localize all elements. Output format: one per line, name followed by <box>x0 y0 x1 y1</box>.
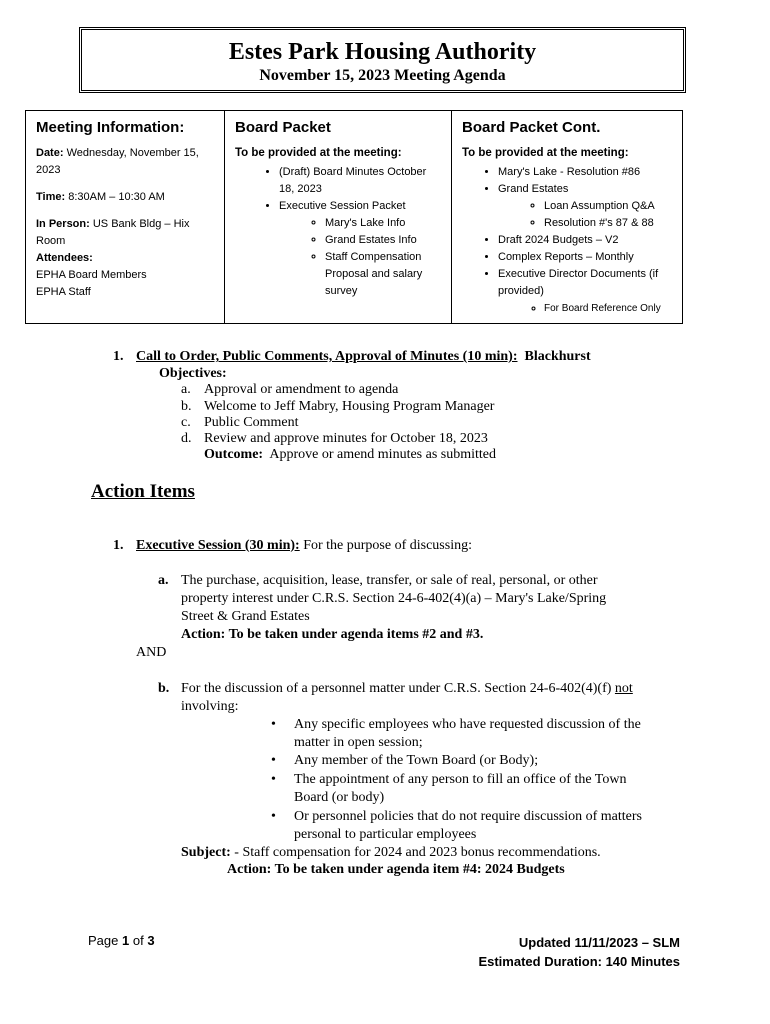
action1-a-mark: a. <box>158 573 169 588</box>
and-connector: AND <box>136 645 167 660</box>
place-value: US Bank Bldg – Hix Room <box>36 218 190 247</box>
item1-b: Welcome to Jeff Mabry, Housing Program Manager <box>204 399 495 414</box>
action1-title: Executive Session (30 min): <box>136 538 300 553</box>
action1-number: 1. <box>113 538 124 553</box>
page-current: 1 <box>122 933 130 948</box>
item1-heading-line <box>136 349 591 366</box>
item1-c: Public Comment <box>204 415 299 430</box>
list-item-label: Grand Estates <box>498 183 569 195</box>
outcome-line <box>204 447 496 464</box>
board-packet-subheading: To be provided at the meeting: <box>235 147 402 159</box>
list-item-label: Executive Session Packet <box>279 200 406 212</box>
time-label: Time: <box>36 191 66 203</box>
meeting-subtitle: November 15, 2023 Meeting Agenda <box>259 67 506 84</box>
date-label: Date: <box>36 147 64 159</box>
action-items-heading: Action Items <box>91 481 195 502</box>
action1-a-line3: Street & Grand Estates <box>181 609 310 624</box>
bullet-icon: • <box>271 809 276 824</box>
bullet-icon: • <box>271 717 276 732</box>
bullet-icon: • <box>271 753 276 768</box>
action1-intro: For the purpose of discussing: <box>303 538 472 553</box>
board-packet-column <box>225 111 452 323</box>
meeting-info-column <box>26 111 225 323</box>
action1-b-not: not <box>614 681 633 696</box>
estimated-duration: Estimated Duration: 140 Minutes <box>478 954 680 969</box>
board-packet-heading: Board Packet <box>235 119 331 136</box>
org-title: Estes Park Housing Authority <box>228 39 537 65</box>
item1-a-mark: a. <box>181 382 191 397</box>
bullet-icon: • <box>271 772 276 787</box>
page-of: of <box>132 933 144 948</box>
bullet4-line1: Or personnel policies that do not require discussion of matters <box>294 809 642 824</box>
list-item: • Mary's Lake - Resolution #86 <box>498 164 672 181</box>
board-packet-cont-list <box>462 164 672 317</box>
updated-note: Updated 11/11/2023 – SLM <box>518 935 680 950</box>
board-packet-list <box>235 164 441 300</box>
action1-a-line1: The purchase, acquisition, lease, transfer, or sale of real, personal, or other <box>181 573 598 588</box>
action1-b-mark: b. <box>158 681 170 696</box>
time-line <box>36 189 214 206</box>
list-item <box>498 266 672 317</box>
page-number <box>88 933 155 948</box>
sub-list <box>498 198 672 232</box>
subject-text: - Staff compensation for 2024 and 2023 bonus recommendations. <box>234 845 601 860</box>
list-item <box>498 181 672 232</box>
action1-a-action: Action: To be taken under agenda items #2 and #3. <box>181 627 484 642</box>
page-total: 3 <box>147 933 155 948</box>
sub-list <box>498 300 672 317</box>
subject-label: Subject: <box>181 845 231 860</box>
outcome-text: Approve or amend minutes as submitted <box>269 447 497 462</box>
list-item <box>279 198 441 300</box>
bullet1-line1: Any specific employees who have requested discussion of the <box>294 717 641 732</box>
item1-number: 1. <box>113 349 124 364</box>
sub-list-item: ◦ Mary's Lake Info <box>325 215 441 232</box>
item1-title: Call to Order, Public Comments, Approval of Minutes (10 min): <box>136 349 518 364</box>
attendees-label: Attendees: <box>36 252 93 264</box>
bullet4-line2: personal to particular employees <box>294 827 477 842</box>
action1-b-action: Action: To be taken under agenda item #4: 2024 Budgets <box>227 862 565 877</box>
item1-a: Approval or amendment to agenda <box>204 382 399 397</box>
attendee-item: EPHA Board Members <box>36 269 147 281</box>
board-packet-cont-heading: Board Packet Cont. <box>462 119 601 136</box>
sub-list-item: ◦ Resolution #'s 87 & 88 <box>544 215 672 232</box>
board-packet-cont-column <box>452 111 682 323</box>
place-label: In Person: <box>36 218 90 230</box>
action1-b-text: For the discussion of a personnel matter under C.R.S. Section 24-6-402(4)(f) <box>181 681 612 696</box>
title-box <box>79 27 686 93</box>
bullet1-line2: matter in open session; <box>294 735 423 750</box>
item1-presenter: Blackhurst <box>524 349 591 364</box>
sub-list <box>279 215 441 300</box>
meeting-info-heading: Meeting Information: <box>36 119 185 136</box>
bullet2: Any member of the Town Board (or Body); <box>294 753 539 768</box>
list-item: • Draft 2024 Budgets – V2 <box>498 232 672 249</box>
action1-b-line1 <box>181 681 633 698</box>
action1-heading-line <box>136 538 472 555</box>
bullet3-line2: Board (or body) <box>294 790 385 805</box>
attendee-item: EPHA Staff <box>36 286 91 298</box>
list-item: • (Draft) Board Minutes October 18, 2023 <box>279 164 441 198</box>
date-value: Wednesday, November 15, 2023 <box>36 147 199 176</box>
action1-a-line2: property interest under C.R.S. Section 24-6-402(4)(a) – Mary's Lake/Spring <box>181 591 607 606</box>
page-prefix: Page <box>88 933 119 948</box>
sub-list-item: ◦ Grand Estates Info <box>325 232 441 249</box>
board-packet-cont-subheading: To be provided at the meeting: <box>462 147 629 159</box>
meeting-info-table <box>25 110 683 324</box>
list-item: • Complex Reports – Monthly <box>498 249 672 266</box>
outcome-label: Outcome: <box>204 447 264 462</box>
place-line <box>36 216 214 250</box>
sub-list-item: ◦ Staff Compensation Proposal and salary survey <box>325 249 441 300</box>
subject-line <box>181 845 601 862</box>
item1-b-mark: b. <box>181 399 192 414</box>
date-line <box>36 145 214 179</box>
item1-d-mark: d. <box>181 431 192 446</box>
item1-d: Review and approve minutes for October 18, 2023 <box>204 431 488 446</box>
bullet3-line1: The appointment of any person to fill an office of the Town <box>294 772 627 787</box>
footer-meta <box>478 933 680 971</box>
list-item-label: Executive Director Documents (if provided) <box>498 268 659 297</box>
action1-b-line2: involving: <box>181 699 239 714</box>
item1-c-mark: c. <box>181 415 191 430</box>
sub-list-item: ◦ For Board Reference Only <box>544 300 672 317</box>
sub-list-item: ◦ Loan Assumption Q&A <box>544 198 672 215</box>
time-value: 8:30AM – 10:30 AM <box>68 191 165 203</box>
objectives-label: Objectives: <box>159 366 227 381</box>
